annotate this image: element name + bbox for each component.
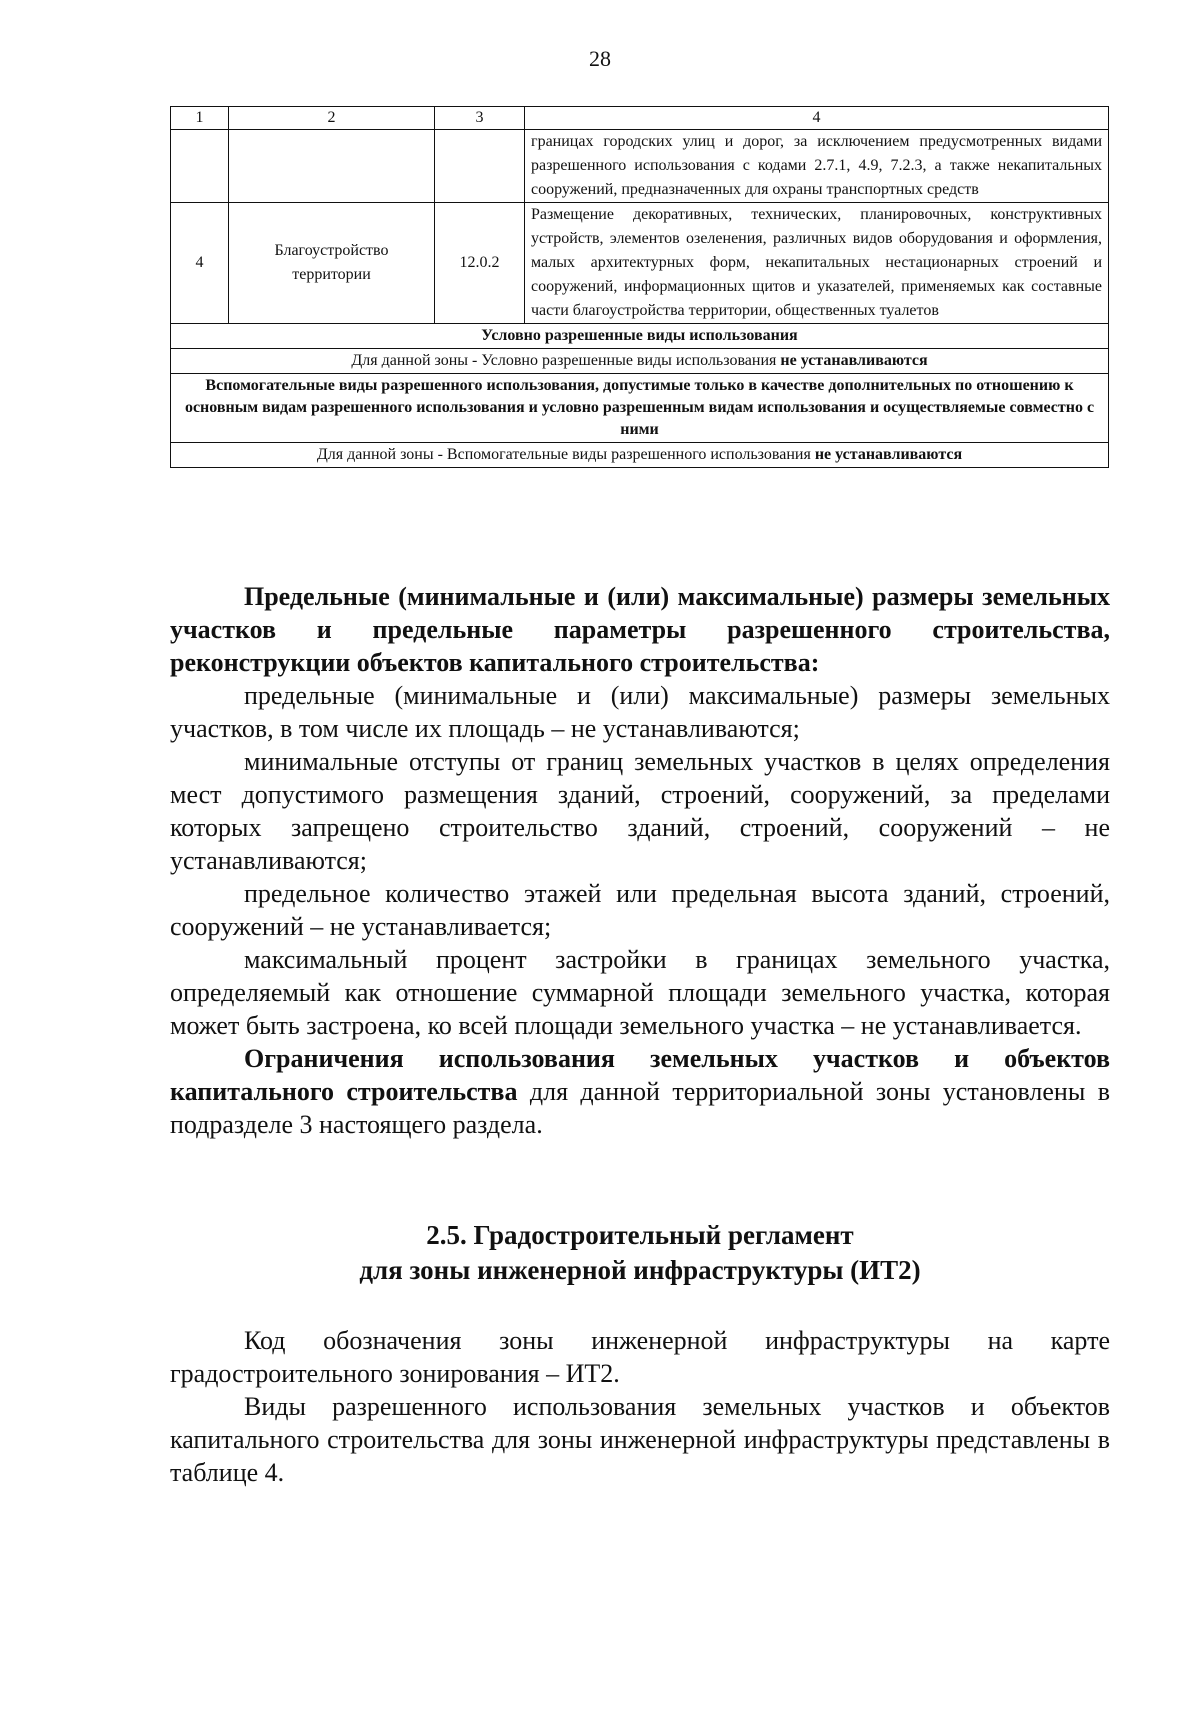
row-number: 4 (171, 203, 229, 324)
zone-code-paragraph: Код обозначения зоны инженерной инфраструктуры на карте градостроительного зонирования – ИТ2. (170, 1326, 1110, 1388)
use-code: 12.0.2 (435, 203, 525, 324)
header-col-2: 2 (229, 107, 435, 130)
limits-section (170, 580, 1110, 1141)
header-col-1: 1 (171, 107, 229, 130)
auxiliary-title-row (171, 374, 1109, 443)
header-col-3: 3 (435, 107, 525, 130)
cell-empty (171, 130, 229, 203)
limits-item-2: минимальные отступы от границ земельных участков в целях определения мест допустимого размещения зданий, строений, сооружений, за пределами которых запрещено строительство зданий, строений, сооружений – не устанавливаются; (170, 747, 1110, 875)
limits-item-3: предельное количество этажей или предельная высота зданий, строений, сооружений – не устанавливается; (170, 879, 1110, 941)
section-title-line-2: для зоны инженерной инфраструктуры (ИТ2) (359, 1255, 921, 1285)
continuation-description: границах городских улиц и дорог, за исключением предусмотренных видами разрешенного использования с кодами 2.7.1, 4.9, 7.2.3, а также некапитальных сооружений, предназначенных для охраны транспортных средств (525, 130, 1109, 203)
header-col-4: 4 (525, 107, 1109, 130)
table-header-row (171, 107, 1109, 130)
auxiliary-note-row (171, 443, 1109, 468)
conditional-uses-note (171, 349, 1109, 374)
conditional-title-row (171, 324, 1109, 349)
section-body (170, 1324, 1110, 1489)
auxiliary-uses-note (171, 443, 1109, 468)
limits-heading: Предельные (минимальные и (или) максимальные) размеры земельных участков и предельные параметры разрешенного строительства, реконструкции объектов капитального строительства: (170, 582, 1110, 677)
conditional-uses-title: Условно разрешенные виды использования (171, 324, 1109, 349)
section-title (170, 1218, 1110, 1288)
cell-empty (435, 130, 525, 203)
restrictions-bold: Ограничения использования земельных участков и объектов капитального строительства (170, 1044, 1110, 1106)
section-title-line-1: 2.5. Градостроительный регламент (426, 1220, 854, 1250)
table-reference-paragraph: Виды разрешенного использования земельных участков и объектов капитального строительства для зоны инженерной инфраструктуры представлены в таблице 4. (170, 1392, 1110, 1487)
page-number: 28 (589, 46, 611, 71)
auxiliary-uses-title: Вспомогательные виды разрешенного использования, допустимые только в качестве дополнительных по отношению к основным видам разрешенного использования и условно разрешенным видам использования и осуществляемые совместно с ними (171, 374, 1109, 443)
conditional-note-bold: не устанавливаются (780, 352, 928, 369)
table-row-landscaping (171, 203, 1109, 324)
use-description: Размещение декоративных, технических, планировочных, конструктивных устройств, элементов озеленения, различных видов оборудования и оформления, малых архитектурных форм, некапитальных нестационарных строений и сооружений, информационных щитов и указателей, применяемых как составные части благоустройства территории, общественных туалетов (525, 203, 1109, 324)
limits-item-4: максимальный процент застройки в границах земельного участка, определяемый как отношение суммарной площади земельного участка, которая может быть застроена, ко всей площади земельного участка – не устанавливается. (170, 945, 1110, 1040)
auxiliary-note-prefix: Для данной зоны - Вспомогательные виды разрешенного использования (316, 446, 815, 463)
conditional-note-row (171, 349, 1109, 374)
table-row-continuation (171, 130, 1109, 203)
restrictions-paragraph (170, 1042, 1110, 1141)
permitted-uses-table (170, 106, 1109, 468)
restrictions-rest: для данной территориальной зоны установлены в подразделе 3 настоящего раздела. (170, 1077, 1110, 1139)
use-name: Благоустройство территории (229, 203, 435, 324)
auxiliary-note-bold: не устанавливаются (814, 446, 963, 463)
limits-item-1: предельные (минимальные и (или) максимальные) размеры земельных участков, в том числе их площадь – не устанавливаются; (170, 681, 1110, 743)
cell-empty (229, 130, 435, 203)
conditional-note-prefix: Для данной зоны - Условно разрешенные виды использования (351, 352, 781, 369)
